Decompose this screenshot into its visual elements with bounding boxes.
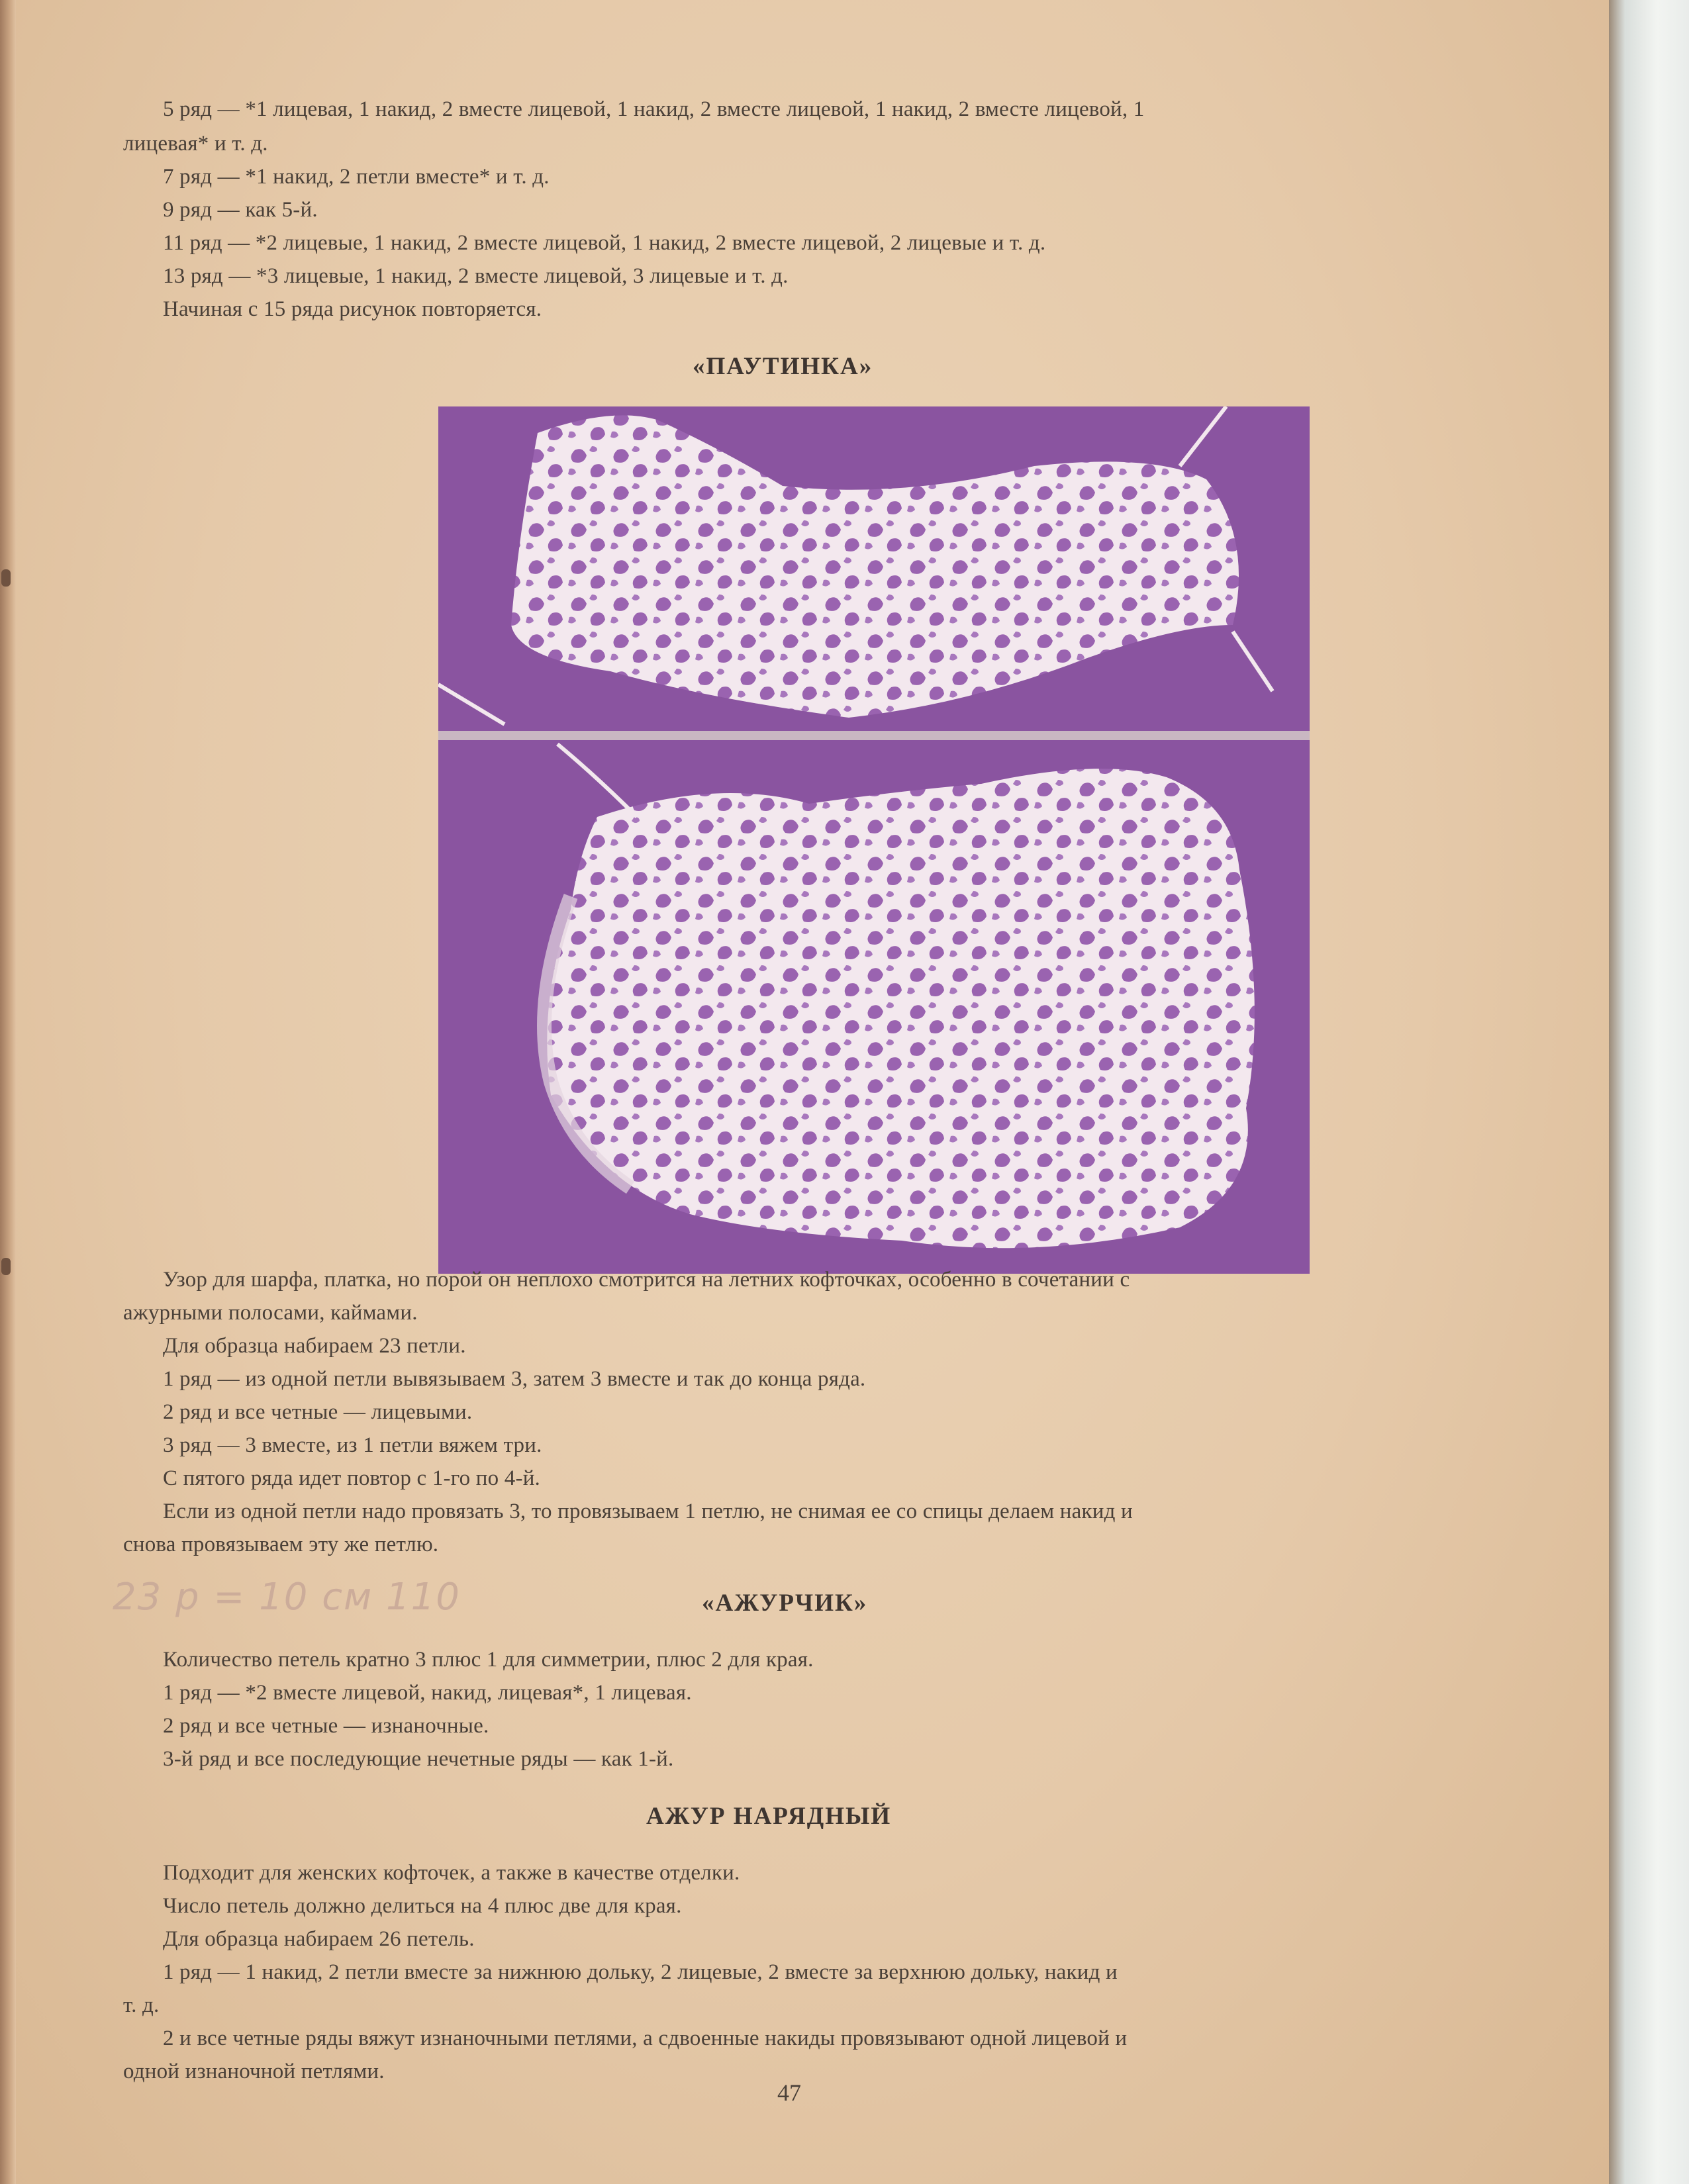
section1-line: Узор для шарфа, платка, но порой он неплохо смотрится на летних кофточках, особенно в сочетании с xyxy=(163,1268,1130,1292)
intro-line: 7 ряд — *1 накид, 2 петли вместе* и т. д. xyxy=(163,165,550,189)
section1-line: 1 ряд — из одной петли вывязываем 3, затем 3 вместе и так до конца ряда. xyxy=(163,1367,866,1391)
section1-line: 3 ряд — 3 вместе, из 1 петли вяжем три. xyxy=(163,1433,542,1457)
section3-line: т. д. xyxy=(123,1993,160,2017)
section1-line: 2 ряд и все четные — лицевыми. xyxy=(163,1400,473,1424)
photo-divider xyxy=(438,731,1310,740)
section-title-azhurchik: «АЖУРЧИК» xyxy=(702,1590,868,1617)
intro-line: лицевая* и т. д. xyxy=(123,132,268,156)
intro-line: Начиная с 15 ряда рисунок повторяется. xyxy=(163,297,542,321)
section3-line: Подходит для женских кофточек, а также в качестве отделки. xyxy=(163,1861,740,1885)
scanner-background xyxy=(1609,0,1689,2184)
section3-line: одной изнаночной петлями. xyxy=(123,2060,385,2083)
section3-line: Число петель должно делиться на 4 плюс две для края. xyxy=(163,1894,682,1918)
lace-sample-illustration xyxy=(438,406,1310,1274)
section3-line: Для образца набираем 26 петель. xyxy=(163,1927,475,1951)
lace-sample-photo xyxy=(438,406,1310,1274)
section1-line: снова провязываем эту же петлю. xyxy=(123,1533,439,1556)
section2-line: 2 ряд и все четные — изнаночные. xyxy=(163,1714,489,1738)
page-binding xyxy=(0,0,16,2184)
section2-line: 3-й ряд и все последующие нечетные ряды — как 1-й. xyxy=(163,1747,674,1771)
intro-line: 13 ряд — *3 лицевые, 1 накид, 2 вместе лицевой, 3 лицевые и т. д. xyxy=(163,264,789,288)
intro-line: 9 ряд — как 5-й. xyxy=(163,198,318,222)
page-number: 47 xyxy=(777,2079,801,2106)
binding-stitch xyxy=(1,1258,11,1275)
section1-line: ажурными полосами, каймами. xyxy=(123,1301,418,1325)
section3-line: 2 и все четные ряды вяжут изнаночными петлями, а сдвоенные накиды провязывают одной лицевой и xyxy=(163,2026,1128,2050)
section1-line: Если из одной петли надо провязать 3, то провязываем 1 петлю, не снимая ее со спицы делаем накид и xyxy=(163,1499,1133,1523)
intro-line: 5 ряд — *1 лицевая, 1 накид, 2 вместе лицевой, 1 накид, 2 вместе лицевой, 1 накид, 2 вместе лицевой, 1 xyxy=(163,97,1145,121)
intro-line: 11 ряд — *2 лицевые, 1 накид, 2 вместе лицевой, 1 накид, 2 вместе лицевой, 2 лицевые и т. д. xyxy=(163,231,1046,255)
section1-line: С пятого ряда идет повтор с 1-го по 4-й. xyxy=(163,1466,540,1490)
section2-line: Количество петель кратно 3 плюс 1 для симметрии, плюс 2 для края. xyxy=(163,1648,814,1672)
section3-line: 1 ряд — 1 накид, 2 петли вместе за нижнюю дольку, 2 лицевые, 2 вместе за верхнюю дольку, накид и xyxy=(163,1960,1118,1984)
handwritten-note: 23 р = 10 см 110 xyxy=(113,1576,461,1619)
section2-line: 1 ряд — *2 вместе лицевой, накид, лицевая*, 1 лицевая. xyxy=(163,1681,692,1705)
section-title-azhur-naryadny: АЖУР НАРЯДНЫЙ xyxy=(646,1803,892,1830)
section-title-pautinka: «ПАУТИНКА» xyxy=(693,353,873,380)
section1-line: Для образца набираем 23 петли. xyxy=(163,1334,466,1358)
binding-stitch xyxy=(1,569,11,587)
